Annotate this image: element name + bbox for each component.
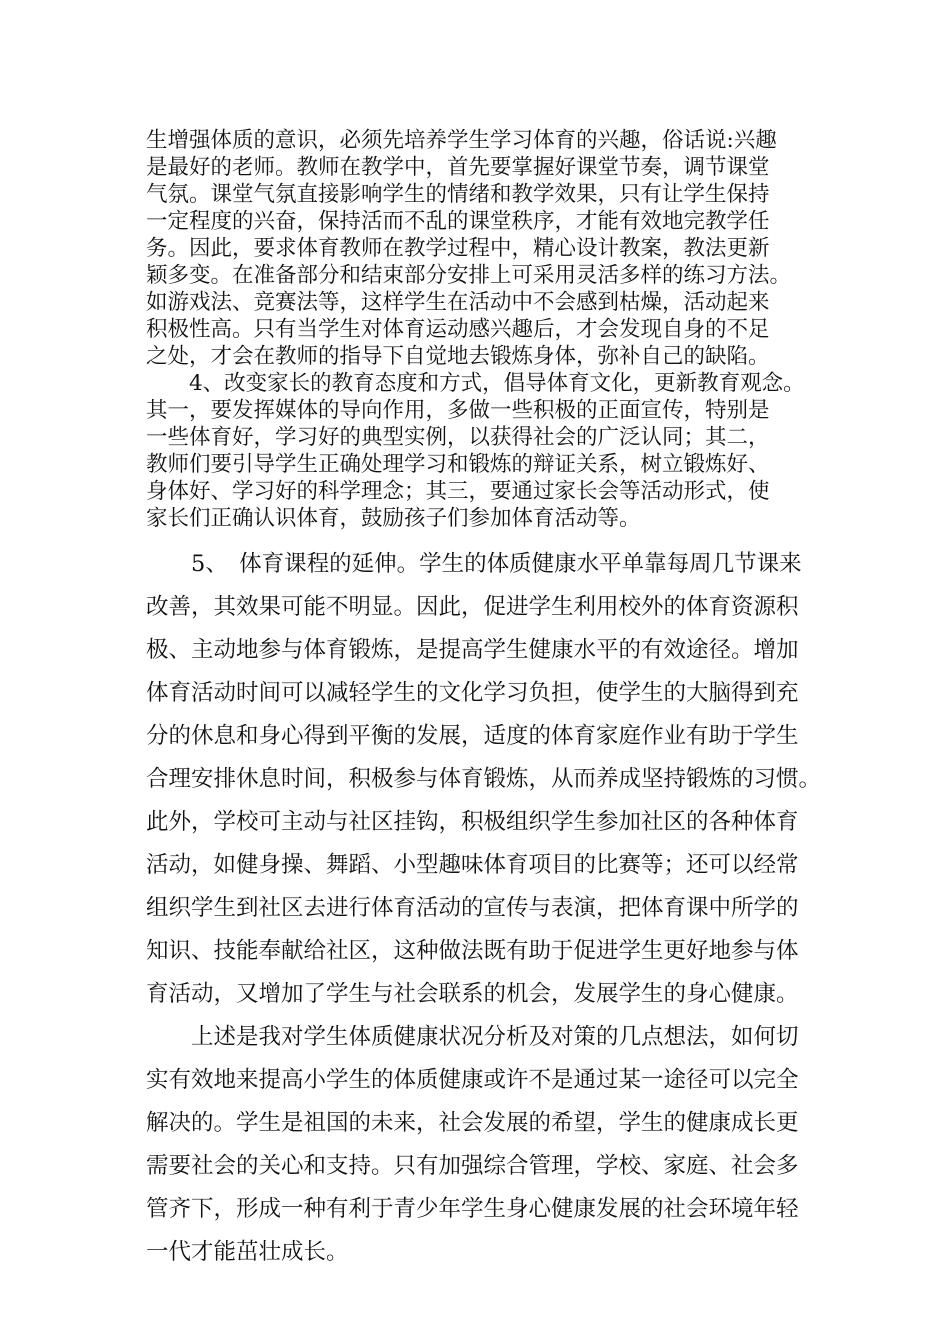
text-line: 之处，才会在教师的指导下自觉地去锻炼身体，弥补自己的缺陷。 (146, 344, 770, 369)
text-line: 积极性高。只有当学生对体育运动感兴趣后，才会发现自身的不足 (146, 317, 770, 342)
text-line: 知识、技能奉献给社区，这种做法既有助于促进学生更好地参与体 (146, 938, 799, 964)
text-line: 需要社会的关心和支持。只有加强综合管理，学校、家庭、社会多 (146, 1153, 799, 1179)
text-line: 家长们正确认识体育，鼓励孩子们参加体育活动等。 (146, 506, 641, 531)
text-line: 其一，要发挥媒体的导向作用，多做一些积极的正面宣传，特别是 (146, 398, 770, 423)
text-line: 是最好的老师。教师在教学中，首先要掌握好课堂节奏，调节课堂 (146, 155, 770, 180)
text-line: 气氛。课堂气氛直接影响学生的情绪和教学效果，只有让学生保持 (146, 182, 770, 207)
text-line: 务。因此，要求体育教师在教学过程中，精心设计教案，教法更新 (146, 236, 770, 261)
text-line: 5、 体育课程的延伸。学生的体质健康水平单靠每周几节课来 (146, 551, 802, 577)
text-line: 组织学生到社区去进行体育活动的宣传与表演，把体育课中所学的 (146, 895, 799, 921)
text-line: 管齐下，形成一种有利于青少年学生身心健康发展的社会环境年轻 (146, 1196, 799, 1222)
text-line: 一代才能茁壮成长。 (146, 1239, 349, 1265)
text-line: 教师们要引导学生正确处理学习和锻炼的辩证关系，树立锻炼好、 (146, 452, 770, 477)
text-line: 4、改变家长的教育态度和方式，倡导体育文化，更新教育观念。 (146, 371, 805, 396)
text-line: 体育活动时间可以减轻学生的文化学习负担，使学生的大脑得到充 (146, 680, 799, 706)
text-line: 活动，如健身操、舞蹈、小型趣味体育项目的比赛等；还可以经常 (146, 852, 799, 878)
text-line: 分的休息和身心得到平衡的发展，适度的体育家庭作业有助于学生 (146, 723, 799, 749)
text-line: 一定程度的兴奋，保持活而不乱的课堂秩序，才能有效地完教学任 (146, 209, 770, 234)
text-line: 此外，学校可主动与社区挂钩，积极组织学生参加社区的各种体育 (146, 809, 799, 835)
text-line: 身体好、学习好的科学理念；其三，要通过家长会等活动形式，使 (146, 479, 770, 504)
text-line: 颖多变。在准备部分和结束部分安排上可采用灵活多样的练习方法。 (146, 263, 792, 288)
text-line: 实有效地来提高小学生的体质健康或许不是通过某一途径可以完全 (146, 1067, 799, 1093)
text-line: 如游戏法、竞赛法等，这样学生在活动中不会感到枯燥，活动起来 (146, 290, 770, 315)
text-line: 一些体育好，学习好的典型实例，以获得社会的广泛认同；其二， (146, 425, 770, 450)
text-line: 合理安排休息时间，积极参与体育锻炼，从而养成坚持锻炼的习惯。 (146, 766, 822, 792)
text-line: 生增强体质的意识，必须先培养学生学习体育的兴趣，俗话说:兴趣 (146, 128, 777, 153)
text-line: 极、主动地参与体育锻炼，是提高学生健康水平的有效途径。增加 (146, 637, 799, 663)
text-line: 解决的。学生是祖国的未来，社会发展的希望，学生的健康成长更 (146, 1110, 799, 1136)
text-line: 育活动，又增加了学生与社会联系的机会，发展学生的身心健康。 (146, 981, 799, 1007)
text-line: 改善，其效果可能不明显。因此，促进学生利用校外的体育资源积 (146, 594, 799, 620)
text-line: 上述是我对学生体质健康状况分析及对策的几点想法，如何切 (146, 1024, 799, 1050)
